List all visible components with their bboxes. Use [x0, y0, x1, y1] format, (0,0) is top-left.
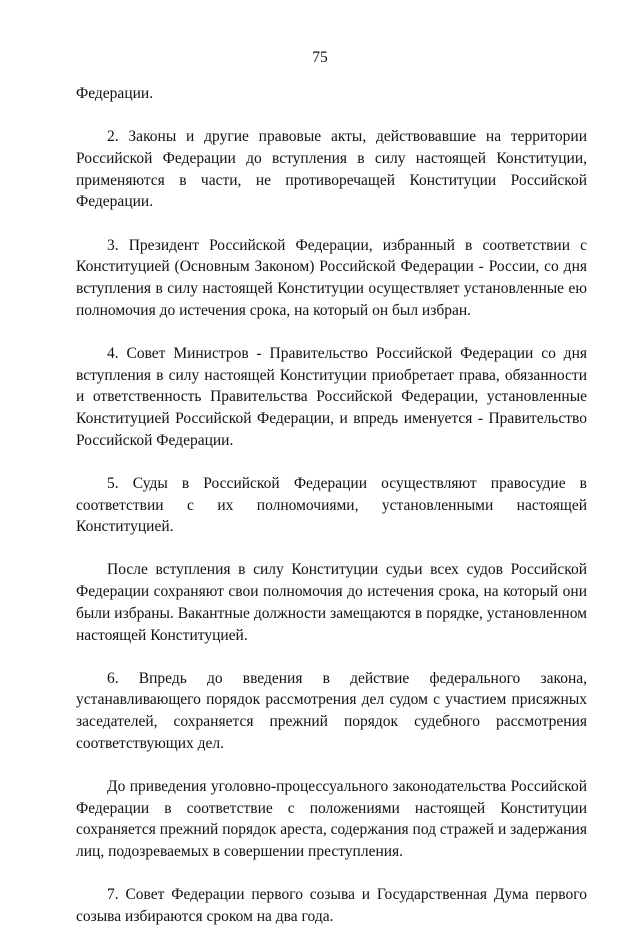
paragraph-item-5: 5. Суды в Российской Федерации осуществляют правосудие в соответствии с их полномочиями, установленными настоящей Конституцией.: [76, 474, 587, 536]
paragraph-continuation: Федерации.: [76, 85, 154, 102]
paragraph-item-5-judges: После вступления в силу Конституции судьи всех судов Российской Федерации сохраняют свои полномочия до истечения срока, на который они были избраны. Вакантные должности замещаются в порядке, установленном настоящей Конституцией.: [76, 561, 587, 644]
page-number: 75: [312, 49, 328, 66]
paragraph-item-2: 2. Законы и другие правовые акты, действовавшие на территории Российской Федерации до вступления в силу настоящей Конституции, применяются в части, не противоречащей Конституции Российской Федерации.: [76, 128, 587, 211]
paragraph-item-4: 4. Совет Министров - Правительство Российской Федерации со дня вступления в силу настоящей Конституции приобретает права, обязанности и ответственность Правительства Российской Федерации, установленные Конституцией Российской Федерации, и впредь именуется - Правительство Российской Федерации.: [76, 344, 587, 449]
document-body: [76, 83, 587, 949]
paragraph-item-6: 6. Впредь до введения в действие федерального закона, устанавливающего порядок рассмотрения дел судом с участием присяжных заседателей, сохраняется прежний порядок судебного рассмотрения соответствующих дел.: [76, 669, 587, 752]
paragraph-item-7: 7. Совет Федерации первого созыва и Государственная Дума первого созыва избираются сроком на два года.: [76, 886, 587, 926]
paragraph-item-6-criminal-procedure: До приведения уголовно-процессуального законодательства Российской Федерации в соответствие с положениями настоящей Конституции сохраняется прежний порядок ареста, содержания под стражей и задержания лиц, подозреваемых в совершении преступления.: [76, 778, 587, 861]
paragraph-item-3: 3. Президент Российской Федерации, избранный в соответствии с Конституцией (Основным Законом) Российской Федерации - России, со дня вступления в силу настоящей Конституции осуществляет установленные ею полномочия до истечения срока, на который он был избран.: [76, 236, 587, 319]
